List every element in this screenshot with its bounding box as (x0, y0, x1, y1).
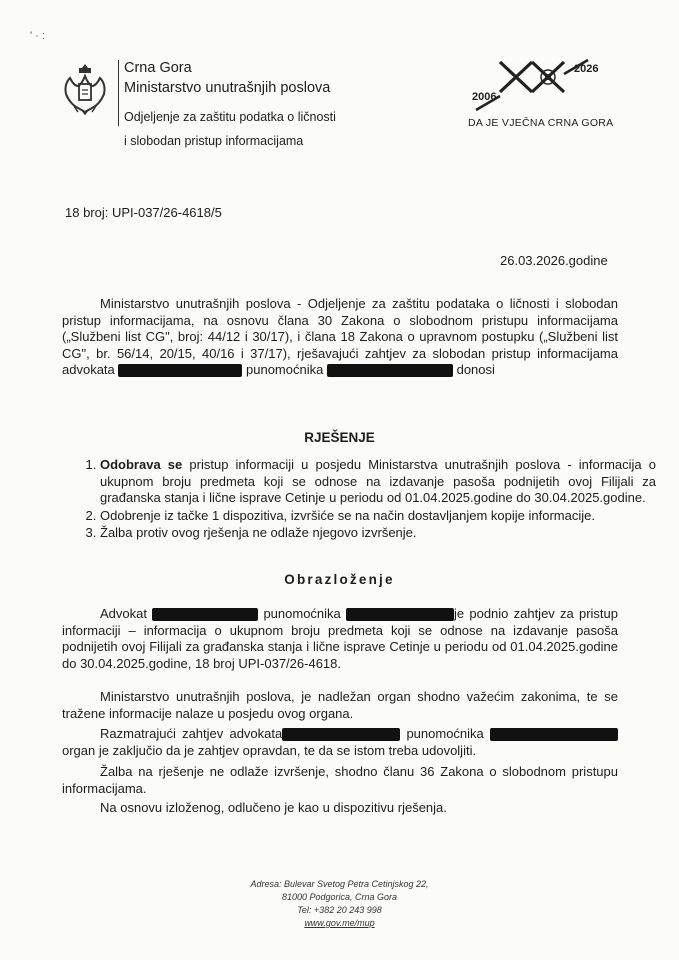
header-divider (118, 60, 119, 126)
reasoning-p3-rest: organ je zaključio da je zahtjev opravdan, te da se istom treba udovoljiti. (62, 742, 477, 758)
intro-paragraph (62, 296, 618, 379)
dispositive-item-1-text: pristup informaciji u posjedu Ministarstva unutrašnjih poslova - informacija o ukupnom broju predmeta koji se odnose na izdavanje pasoša podnijetih ovoj Filijali za građanska stanja i lične isprave Cetinje u periodu od 01.04.2025.godine do 30.04.2025.godine. (100, 457, 656, 505)
footer-city-line: 81000 Podgorica, Crna Gora (281, 892, 398, 902)
emblem-year-left: 2006 (472, 91, 497, 103)
footer-phone-line: Tel: +382 20 243 998 (297, 905, 382, 915)
department-line-1: Odjeljenje za zaštitu podatka o ličnosti (124, 110, 336, 124)
ministry-name: Ministarstvo unutrašnjih poslova (124, 80, 331, 96)
reasoning-paragraph-3 (62, 726, 618, 759)
reasoning-paragraph-2: Ministarstvo unutrašnjih poslova, je nadležan organ shodno važećim zakonima, te se tražene informacije nalaze u posjedu ovog organa. (62, 689, 618, 721)
department-line-2: i slobodan pristup informacijama (124, 134, 304, 148)
redaction-block (490, 728, 618, 741)
footer-website-link[interactable]: www.gov.me/mup (304, 918, 375, 928)
dispositive-item-1 (100, 457, 656, 507)
document-date: 26.03.2026.godine (500, 253, 608, 268)
dispositive-item-3: 3. Žalba protiv ovog rješenja ne odlaže njegovo izvršenje. (100, 525, 656, 542)
country-name: Crna Gora (124, 60, 192, 76)
dispositive-list (62, 457, 656, 543)
reasoning-paragraph-1 (62, 606, 618, 672)
reasoning-paragraph-4: Žalba na rješenje ne odlaže izvršenje, shodno članu 36 Zakona o slobodnom pristupu informacijama. (62, 764, 618, 796)
reference-number: 18 broj: UPI-037/26-4618/5 (65, 205, 222, 220)
footer-address (0, 878, 679, 930)
redaction-block (346, 608, 454, 621)
intro-text: Ministarstvo unutrašnjih poslova - Odjeljenje za zaštitu podataka o ličnosti i slobodan pristup informacijama, na osnovu člana 30 Zakona o slobodnom pristupu informacijama („Službeni list CG", broj: 44/12 i 30/17), i člana 18 Zakona o upravnom postupku („Službeni list CG", br. 56/14, 20/15, 40/16 i 37/17), rješavajući zahtjev za slobodan pristup informacijama advokata (62, 296, 618, 377)
dispositive-item-1-bold: Odobrava se (100, 457, 183, 472)
dispositive-item-2: 2. Odobrenje iz tačke 1 dispozitiva, izvršiće se na način dostavljanjem kopije informacije. (100, 508, 656, 525)
emblem-tagline: DA JE VJEČNA CRNA GORA (468, 117, 614, 129)
emblem-year-right: 2026 (574, 63, 599, 75)
reasoning-p1-start: Advokat (100, 606, 147, 621)
reasoning-p3-representative-label: punomoćnika (406, 726, 484, 741)
reasoning-p1-rest: je podnio zahtjev za pristup informaciji – informacija o ukupnom broju predmeta koji se odnose na izdavanje pasoša podnijetih ovoj Filijali za građanska stanja i lične isprave Cetinje u periodu od 01.04.2025.godine do 30.04.2025.godine, 18 broj UPI-037/26-4618. (62, 606, 618, 671)
redaction-block (118, 364, 242, 377)
resolution-title: RJEŠENJE (304, 430, 375, 445)
footer-address-line: Adresa: Bulevar Svetog Petra Cetinjskog 22, (250, 879, 429, 889)
intro-representative-label: punomoćnika (246, 362, 324, 377)
redaction-block (327, 364, 453, 377)
redaction-block (152, 608, 258, 621)
scan-speckle: ' · : (30, 30, 45, 42)
reasoning-p3-start: Razmatrajući zahtjev advokata (100, 726, 283, 741)
coat-of-arms-icon (62, 60, 108, 116)
reasoning-title: Obrazloženje (284, 572, 395, 587)
intro-decision-word: donosi (456, 362, 495, 377)
redaction-block (282, 728, 400, 741)
reasoning-p1-representative-label: punomoćnika (263, 606, 341, 621)
reasoning-paragraph-5: Na osnovu izloženog, odlučeno je kao u dispozitivu rješenja. (100, 800, 447, 815)
independence-anniversary-emblem (470, 58, 610, 116)
